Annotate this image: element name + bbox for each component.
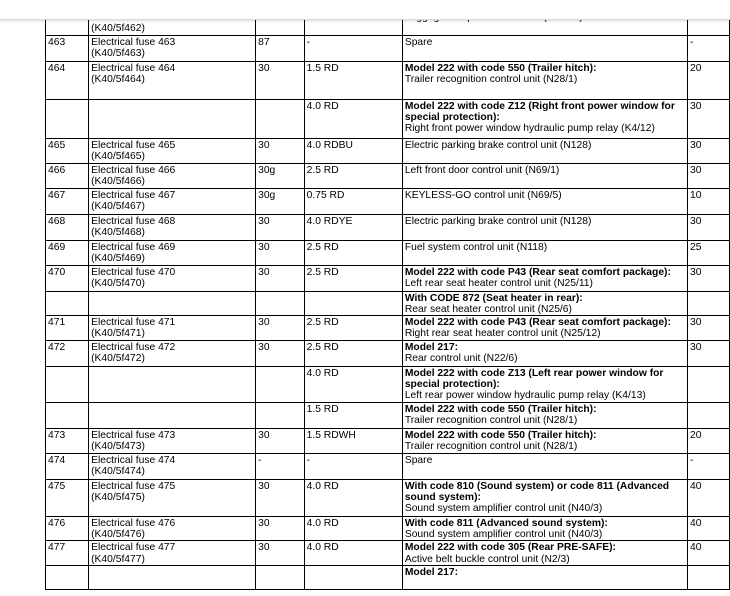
terminal-cell <box>256 402 305 428</box>
table-row <box>46 35 730 61</box>
cell-text: 4.0 RDYE <box>306 215 353 227</box>
cell-text: 466 <box>48 164 66 176</box>
cell-text: Electrical fuse 475 <box>91 480 176 492</box>
wire-cell <box>304 366 402 402</box>
cell-text: 30 <box>258 542 270 554</box>
fuse-number-cell <box>46 340 89 366</box>
cell-text: 30 <box>258 62 270 74</box>
wire-cell <box>304 163 402 188</box>
fuse-number-cell <box>46 214 89 240</box>
cell-text: 471 <box>48 317 66 329</box>
amperage-cell <box>688 188 730 214</box>
cell-text: Rear control unit (N22/6) <box>404 353 518 365</box>
fuse-name-cell <box>89 35 256 61</box>
cell-text: Electrical fuse 477 <box>91 542 176 554</box>
cell-text: 473 <box>48 429 66 441</box>
cell-text: - <box>690 36 694 48</box>
cell-text: 464 <box>48 62 66 74</box>
fuse-number-cell <box>46 265 89 291</box>
cell-text: 4.0 RDBU <box>306 139 353 151</box>
fuse-number-cell <box>46 366 89 402</box>
wire-cell <box>304 214 402 240</box>
terminal-cell <box>256 265 305 291</box>
amperage-cell <box>688 138 730 163</box>
terminal-cell <box>256 565 305 589</box>
function-cell <box>402 188 687 214</box>
cell-text: Electrical fuse 467 <box>91 189 176 201</box>
terminal-cell <box>256 99 305 138</box>
fuse-number-cell <box>46 35 89 61</box>
cell-text: 4.0 RD <box>306 100 339 112</box>
cell-text: Model 217: <box>404 341 459 353</box>
cell-text: 30 <box>690 317 702 329</box>
fuse-name-cell <box>89 479 256 516</box>
function-cell <box>402 565 687 589</box>
cell-text: 87 <box>258 36 270 48</box>
function-cell <box>402 138 687 163</box>
cell-text: Model 217: <box>404 566 459 578</box>
fuse-name-cell <box>89 316 256 341</box>
cell-text: (K40/5f475) <box>91 492 145 504</box>
amperage-cell <box>688 453 730 479</box>
wire-cell <box>304 402 402 428</box>
cell-text: Electrical fuse 476 <box>91 517 176 529</box>
cell-text: 30 <box>258 341 270 353</box>
amperage-cell <box>688 541 730 566</box>
cell-text: 40 <box>690 480 702 492</box>
fuse-number-cell <box>46 316 89 341</box>
amperage-cell <box>688 516 730 541</box>
fuse-number-cell <box>46 516 89 541</box>
cell-text: 30 <box>258 480 270 492</box>
amperage-cell <box>688 291 730 316</box>
fuse-number-cell <box>46 291 89 316</box>
cell-text: 20 <box>690 429 702 441</box>
cell-text: 469 <box>48 241 66 253</box>
table-row <box>46 188 730 214</box>
terminal-cell <box>256 316 305 341</box>
wire-cell <box>304 316 402 341</box>
cell-text: 467 <box>48 189 66 201</box>
cell-text: Left rear seat heater control unit (N25/11) <box>404 277 593 289</box>
fuse-number-cell <box>46 99 89 138</box>
cell-text: Rear seat heater control unit (N25/6) <box>404 303 572 315</box>
function-cell <box>402 163 687 188</box>
cell-text: (K40/5f469) <box>91 252 145 264</box>
terminal-cell <box>256 340 305 366</box>
amperage-cell <box>688 265 730 291</box>
table-row <box>46 541 730 566</box>
fuse-name-cell <box>89 541 256 566</box>
wire-cell <box>304 479 402 516</box>
table-row <box>46 240 730 265</box>
fuse-name-cell <box>89 240 256 265</box>
cell-text: special protection): <box>404 379 500 391</box>
cell-text: With CODE 872 (Seat heater in rear): <box>404 292 583 304</box>
cell-text: 465 <box>48 139 66 151</box>
cell-text: 472 <box>48 341 66 353</box>
wire-cell <box>304 265 402 291</box>
cell-text: Left front door control unit (N69/1) <box>404 164 560 176</box>
amperage-cell <box>688 340 730 366</box>
table-row <box>46 340 730 366</box>
cell-text: Model 222 with code 305 (Rear PRE-SAFE): <box>404 542 616 554</box>
wire-cell <box>304 541 402 566</box>
function-cell <box>402 240 687 265</box>
cell-text: Sound system amplifier control unit (N40/3) <box>404 529 603 541</box>
cell-text: Left rear power window hydraulic pump relay (K4/13) <box>404 390 646 402</box>
cell-text: 2.5 RD <box>306 164 339 176</box>
function-cell <box>402 291 687 316</box>
cell-text: 2.5 RD <box>306 341 339 353</box>
cell-text: 30g <box>258 164 276 176</box>
cell-text: 1.5 RD <box>306 62 339 74</box>
table-row <box>46 291 730 316</box>
table-row <box>46 428 730 453</box>
terminal-cell <box>256 61 305 99</box>
cell-text: 30 <box>690 266 702 278</box>
cell-text: With code 811 (Advanced sound system): <box>404 517 608 529</box>
cell-text: Model 222 with code P43 (Rear seat comfort package): <box>404 317 671 329</box>
cell-text: 474 <box>48 454 66 466</box>
fuse-name-cell <box>89 138 256 163</box>
cell-text: - <box>690 454 694 466</box>
cell-text: 477 <box>48 542 66 554</box>
table-row <box>46 479 730 516</box>
terminal-cell <box>256 428 305 453</box>
cell-text: Electrical fuse 469 <box>91 241 176 253</box>
cell-text: 40 <box>690 542 702 554</box>
wire-cell <box>304 188 402 214</box>
cell-text: Model 222 with code 550 (Trailer hitch): <box>404 429 597 441</box>
cell-text: 30 <box>690 139 702 151</box>
cell-text: 2.5 RD <box>306 266 339 278</box>
cell-text: 30g <box>258 189 276 201</box>
fuse-name-cell <box>89 163 256 188</box>
cell-text: Electric parking brake control unit (N128) <box>404 215 592 227</box>
fuse-number-cell <box>46 163 89 188</box>
terminal-cell <box>256 163 305 188</box>
cell-text: Sound system amplifier control unit (N40/3) <box>404 503 603 515</box>
table-row <box>46 316 730 341</box>
cell-text: sound system): <box>404 492 481 504</box>
cell-text: Right front power window hydraulic pump relay (K4/12) <box>404 123 655 135</box>
cell-text: (K40/5f472) <box>91 353 145 365</box>
wire-cell <box>304 453 402 479</box>
cell-text: Model 222 with code 550 (Trailer hitch): <box>404 403 597 415</box>
fuse-name-cell <box>89 453 256 479</box>
function-cell <box>402 316 687 341</box>
table-row <box>46 265 730 291</box>
fuse-name-cell <box>89 99 256 138</box>
wire-cell <box>304 428 402 453</box>
cell-text: 475 <box>48 480 66 492</box>
table-row <box>46 453 730 479</box>
cell-text: Trailer recognition control unit (N28/1) <box>404 73 578 85</box>
viewer-toolbar <box>0 0 730 20</box>
cell-text: Electrical fuse 474 <box>91 454 176 466</box>
wire-cell <box>304 240 402 265</box>
terminal-cell <box>256 240 305 265</box>
terminal-cell <box>256 214 305 240</box>
amperage-cell <box>688 565 730 589</box>
cell-text: 0.75 RD <box>306 189 345 201</box>
amperage-cell <box>688 214 730 240</box>
fuse-name-cell <box>89 565 256 589</box>
terminal-cell <box>256 188 305 214</box>
table-row <box>46 366 730 402</box>
cell-text: 20 <box>690 62 702 74</box>
amperage-cell <box>688 61 730 99</box>
fuse-number-cell <box>46 138 89 163</box>
cell-text: Electrical fuse 473 <box>91 429 176 441</box>
cell-text: Model 222 with code Z12 (Right front power window for <box>404 100 675 112</box>
cell-text: Electrical fuse 472 <box>91 341 176 353</box>
cell-text: 4.0 RD <box>306 542 339 554</box>
cell-text: 30 <box>690 215 702 227</box>
cell-text: Electric parking brake control unit (N128) <box>404 139 592 151</box>
cell-text: 30 <box>690 164 702 176</box>
cell-text: (K40/5f464) <box>91 73 145 85</box>
fuse-name-cell <box>89 265 256 291</box>
cell-text: 2.5 RD <box>306 241 339 253</box>
function-cell <box>402 402 687 428</box>
fuse-number-cell <box>46 453 89 479</box>
fuse-number-cell <box>46 479 89 516</box>
terminal-cell <box>256 516 305 541</box>
cell-text: Electrical fuse 471 <box>91 317 176 329</box>
table-row <box>46 516 730 541</box>
cell-text: 30 <box>690 100 702 112</box>
cell-text: 463 <box>48 36 66 48</box>
terminal-cell <box>256 541 305 566</box>
cell-text: Electrical fuse 466 <box>91 164 176 176</box>
wire-cell <box>304 565 402 589</box>
fuse-number-cell <box>46 61 89 99</box>
wire-cell <box>304 516 402 541</box>
cell-text: Spare <box>404 36 433 48</box>
cell-text: (K40/5f462) <box>91 23 145 35</box>
table-row <box>46 565 730 589</box>
cell-text: 30 <box>690 341 702 353</box>
cell-text: Electrical fuse 465 <box>91 139 176 151</box>
cell-text: (K40/5f466) <box>91 175 145 187</box>
cell-text: Active belt buckle control unit (N2/3) <box>404 553 570 565</box>
fuse-number-cell <box>46 565 89 589</box>
function-cell <box>402 479 687 516</box>
amperage-cell <box>688 35 730 61</box>
fuse-name-cell <box>89 428 256 453</box>
fuse-table-body <box>46 0 730 589</box>
cell-text: Model 222 with code P43 (Rear seat comfort package): <box>404 266 671 278</box>
amperage-cell <box>688 163 730 188</box>
cell-text: 1.5 RD <box>306 403 339 415</box>
function-cell <box>402 99 687 138</box>
function-cell <box>402 428 687 453</box>
cell-text: KEYLESS-GO control unit (N69/5) <box>404 189 562 201</box>
fuse-number-cell <box>46 188 89 214</box>
cell-text: 30 <box>258 215 270 227</box>
cell-text: 30 <box>258 241 270 253</box>
amperage-cell <box>688 402 730 428</box>
fuse-number-cell <box>46 402 89 428</box>
cell-text: (K40/5f465) <box>91 150 145 162</box>
amperage-cell <box>688 316 730 341</box>
terminal-cell <box>256 366 305 402</box>
cell-text: Spare <box>404 454 433 466</box>
cell-text: Model 222 with code 550 (Trailer hitch): <box>404 62 597 74</box>
cell-text: 30 <box>258 317 270 329</box>
function-cell <box>402 265 687 291</box>
cell-text: Electrical fuse 468 <box>91 215 176 227</box>
fuse-name-cell <box>89 188 256 214</box>
terminal-cell <box>256 479 305 516</box>
table-row <box>46 163 730 188</box>
cell-text: Electrical fuse 470 <box>91 266 176 278</box>
cell-text: 468 <box>48 215 66 227</box>
cell-text: 470 <box>48 266 66 278</box>
function-cell <box>402 516 687 541</box>
cell-text: 476 <box>48 517 66 529</box>
table-row <box>46 402 730 428</box>
cell-text: 4.0 RD <box>306 480 339 492</box>
cell-text: - <box>306 36 311 48</box>
cell-text: 30 <box>258 429 270 441</box>
fuse-name-cell <box>89 61 256 99</box>
table-row <box>46 214 730 240</box>
cell-text: (K40/5f473) <box>91 441 145 453</box>
function-cell <box>402 35 687 61</box>
cell-text: (K40/5f470) <box>91 277 145 289</box>
wire-cell <box>304 340 402 366</box>
amperage-cell <box>688 240 730 265</box>
cell-text: (K40/5f477) <box>91 553 145 565</box>
wire-cell <box>304 61 402 99</box>
cell-text: 25 <box>690 241 702 253</box>
cell-text: (K40/5f463) <box>91 47 145 59</box>
cell-text: 4.0 RD <box>306 367 339 379</box>
cell-text: (K40/5f467) <box>91 200 145 212</box>
cell-text: 30 <box>258 139 270 151</box>
cell-text: 1.5 RDWH <box>306 429 356 441</box>
cell-text: 4.0 RD <box>306 517 339 529</box>
function-cell <box>402 366 687 402</box>
terminal-cell <box>256 35 305 61</box>
cell-text: (K40/5f471) <box>91 328 145 340</box>
function-cell <box>402 61 687 99</box>
terminal-cell <box>256 453 305 479</box>
wire-cell <box>304 99 402 138</box>
cell-text: Electrical fuse 463 <box>91 36 176 48</box>
function-cell <box>402 541 687 566</box>
cell-text: Model 222 with code Z13 (Left rear power window for <box>404 367 664 379</box>
function-cell <box>402 453 687 479</box>
cell-text: special protection): <box>404 111 500 123</box>
cell-text: Trailer recognition control unit (N28/1) <box>404 441 578 453</box>
amperage-cell <box>688 99 730 138</box>
fuse-name-cell <box>89 516 256 541</box>
amperage-cell <box>688 428 730 453</box>
function-cell <box>402 214 687 240</box>
fuse-name-cell <box>89 366 256 402</box>
fuse-number-cell <box>46 428 89 453</box>
wire-cell <box>304 35 402 61</box>
amperage-cell <box>688 479 730 516</box>
table-row <box>46 99 730 138</box>
fuse-name-cell <box>89 402 256 428</box>
cell-text: 30 <box>258 517 270 529</box>
amperage-cell <box>688 366 730 402</box>
table-row <box>46 138 730 163</box>
fuse-number-cell <box>46 240 89 265</box>
cell-text: 40 <box>690 517 702 529</box>
cell-text: (K40/5f468) <box>91 226 145 238</box>
terminal-cell <box>256 291 305 316</box>
cell-text: Trailer recognition control unit (N28/1) <box>404 415 578 427</box>
wire-cell <box>304 138 402 163</box>
cell-text: 10 <box>690 189 702 201</box>
cell-text: 2.5 RD <box>306 317 339 329</box>
cell-text: 30 <box>258 266 270 278</box>
cell-text: With code 810 (Sound system) or code 811 (Advanced <box>404 480 670 492</box>
cell-text: Right rear seat heater control unit (N25/12) <box>404 328 601 340</box>
fuse-name-cell <box>89 214 256 240</box>
cell-text: (K40/5f476) <box>91 529 145 541</box>
cell-text: (K40/5f474) <box>91 466 145 478</box>
cell-text: Electrical fuse 464 <box>91 62 176 74</box>
cell-text: - <box>258 454 262 466</box>
terminal-cell <box>256 138 305 163</box>
fuse-table <box>45 0 730 590</box>
fuse-number-cell <box>46 541 89 566</box>
table-row <box>46 61 730 99</box>
cell-text: - <box>306 454 311 466</box>
fuse-name-cell <box>89 340 256 366</box>
cell-text: Fuel system control unit (N118) <box>404 241 548 253</box>
fuse-name-cell <box>89 291 256 316</box>
function-cell <box>402 340 687 366</box>
wire-cell <box>304 291 402 316</box>
